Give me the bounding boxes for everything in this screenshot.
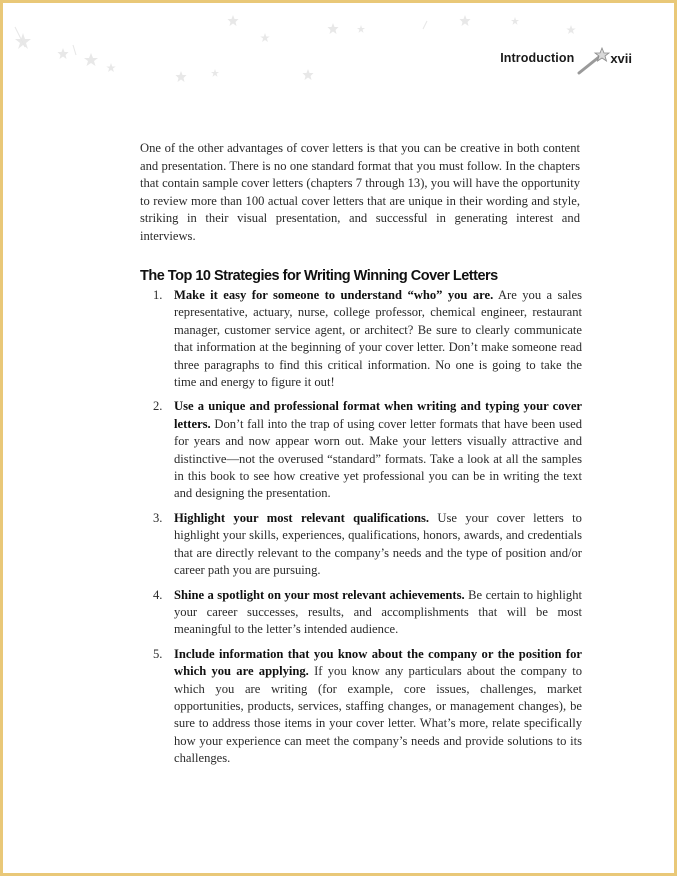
magic-wand-icon	[576, 46, 610, 76]
strategy-list	[153, 287, 582, 775]
list-item	[153, 510, 582, 580]
item-text: If you know any particulars about the company to which you are writing (for example, core issues, challenges, market opportunities, products, services, staffing changes, or management changes), be sure to address those items in your cover letter. What’s more, relate specifically how your experience can meet the company’s needs and provide solutions to its challenges.	[174, 664, 582, 766]
star-icon	[566, 25, 575, 34]
item-lead: Include information that you know about the company or the position for which you are applying.	[174, 646, 582, 679]
item-lead: Make it easy for someone to understand “who” you are.	[174, 288, 494, 302]
item-number: 2.	[153, 399, 163, 414]
star-icon	[511, 17, 519, 25]
item-lead: Highlight your most relevant qualifications.	[174, 510, 430, 525]
item-text: Be certain to highlight your career successes, results, and accomplishments that will be most meaningful to the letter’s intended audience.	[174, 587, 583, 637]
star-icon	[260, 33, 269, 42]
star-icon	[84, 53, 98, 66]
list-item	[153, 287, 582, 391]
star-icon	[58, 48, 69, 59]
page-header	[500, 46, 632, 70]
list-item	[153, 587, 582, 639]
item-text: Use your cover letters to highlight your skills, experiences, qualifications, honors, awards, and credentials that are directly relevant to the company’s needs and the type of position and/or career path you are pursuing.	[174, 510, 582, 578]
star-icon	[106, 63, 115, 72]
item-body	[174, 510, 582, 580]
star-icon	[15, 33, 31, 49]
item-lead: Use a unique and professional format when writing and typing your cover letters.	[174, 399, 582, 431]
intro-paragraph: One of the other advantages of cover letters is that you can be creative in both content and presentation. There is no one standard format that you must follow. In the chapters that contain sample cover letters (chapters 7 through 13), you will have the opportunity to review more than 100 actual cover letters that are unique in their wording and style, striking in their visual presentation, and successful in generating interest and interviews.	[140, 141, 580, 243]
item-body	[174, 287, 582, 391]
page-number: xvii	[610, 50, 632, 66]
star-icon	[328, 23, 339, 34]
list-item	[153, 646, 582, 768]
item-text: Don’t fall into the trap of using cover letter formats that have been used for years and now appear worn out. Make your letters visually attractive and distinctive—not the overused “standard” formats. Take a look at all the samples in this book to see how creative yet professional you can be in writing the text and designing the presentation.	[174, 416, 582, 501]
star-icon	[303, 69, 314, 80]
item-number: 3.	[153, 510, 163, 525]
item-body	[174, 646, 582, 768]
running-head: Introduction	[500, 51, 575, 65]
star-icon	[176, 71, 187, 82]
section-heading: The Top 10 Strategies for Writing Winning Cover Letters	[140, 268, 498, 284]
star-icon	[460, 15, 471, 26]
item-lead: Shine a spotlight on your most relevant achievements.	[174, 587, 465, 602]
item-number: 4.	[153, 587, 163, 602]
item-text: Are you a sales representative, actuary, nurse, college professor, chemical engineer, restaurant manager, customer service agent, or architect? Be sure to clearly communicate that information at the beginning of your cover letter. Don’t make someone read three paragraphs to find this critical information. No one is going to take the time and energy to figure it out!	[174, 288, 582, 390]
list-item	[153, 398, 582, 502]
item-number: 5.	[153, 646, 163, 661]
item-body	[174, 398, 582, 502]
star-icon	[357, 25, 365, 33]
item-body	[174, 587, 582, 639]
star-icon	[211, 69, 219, 77]
item-number: 1.	[153, 288, 163, 302]
star-icon	[228, 15, 239, 26]
